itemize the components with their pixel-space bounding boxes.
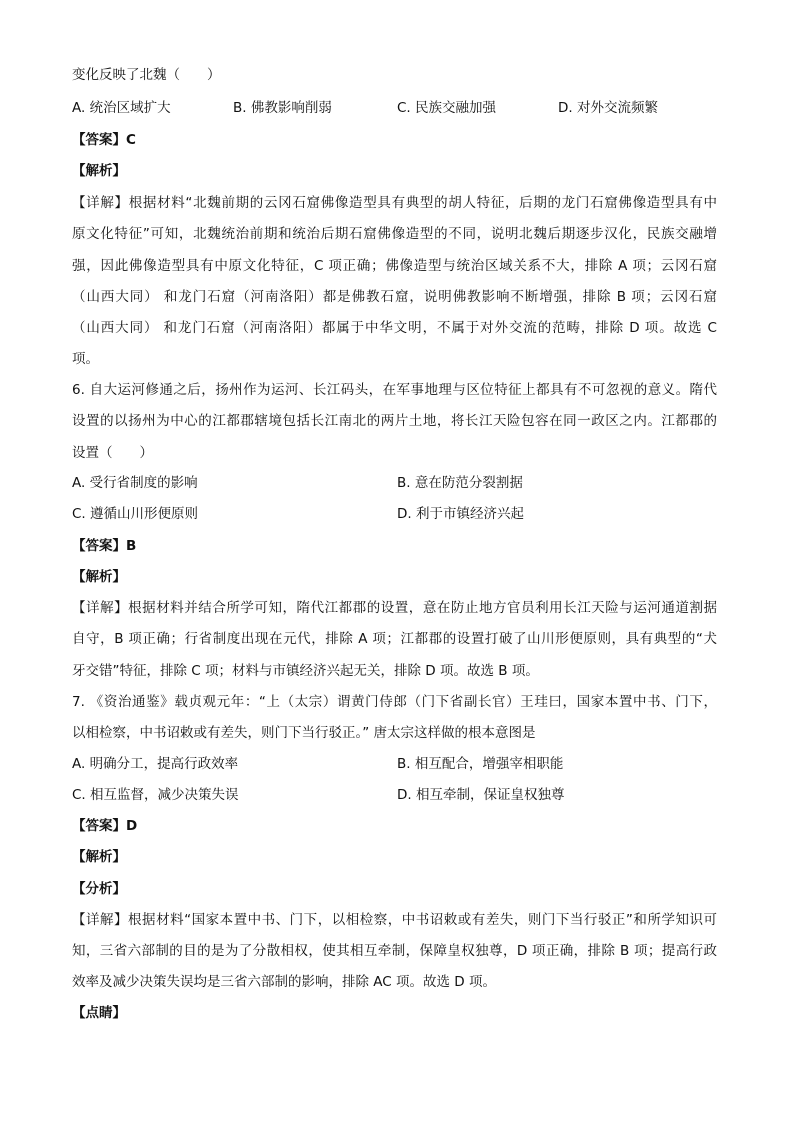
- q5-analysis-label: 【解析】: [72, 163, 126, 179]
- q6-detail-line-1: 【详解】根据材料并结合所学可知，隋代江都郡的设置，意在防止地方官员利用长江天险与运河通道割据: [72, 600, 717, 616]
- q6-option-b: B. 意在防范分裂割据: [397, 475, 523, 491]
- q7-dianjing-label: 【点睛】: [72, 1005, 126, 1021]
- q6-analysis-label: 【解析】: [72, 569, 126, 585]
- q7-stem-line-2: 以相检察，中书诏敕或有差失，则门下当行驳正。” 唐太宗这样做的根本意图是: [72, 725, 536, 741]
- q5-detail-line-6: 项。: [72, 351, 99, 367]
- q5-detail-line-3: 强，因此佛像造型具有中原文化特征，C 项正确；佛像造型与统治区域关系不大，排除 A 项；云冈石窟: [72, 258, 717, 274]
- q5-detail-line-2: 原文化特征”可知，北魏统治前期和统治后期石窟佛像造型的不同，说明北魏后期逐步汉化，民族交融增: [72, 226, 717, 242]
- q6-stem-line-2: 设置的以扬州为中心的江都郡辖境包括长江南北的两片土地，将长江天险包容在同一政区之内。江都郡的: [72, 413, 717, 429]
- q6-stem-line-1: 6. 自大运河修通之后，扬州作为运河、长江码头，在军事地理与区位特征上都具有不可忽视的意义。隋代: [72, 382, 717, 398]
- q7-analysis-label: 【解析】: [72, 849, 126, 865]
- q7-option-c: C. 相互监督，减少决策失误: [72, 787, 239, 803]
- q7-option-a: A. 明确分工，提高行政效率: [72, 756, 239, 772]
- q6-answer: 【答案】B: [72, 538, 137, 554]
- q7-detail-line-1: 【详解】根据材料“国家本置中书、门下，以相检察，中书诏敕或有差失，则门下当行驳正”和所学知识可: [72, 912, 717, 928]
- q7-fenxi-label: 【分析】: [72, 881, 126, 897]
- q5-option-a: A. 统治区域扩大: [72, 100, 171, 116]
- q6-stem-line-3: 设置（ ）: [72, 445, 153, 461]
- q5-answer: 【答案】C: [72, 132, 136, 148]
- q6-detail-line-3: 牙交错”特征，排除 C 项；材料与市镇经济兴起无关，排除 D 项。故选 B 项。: [72, 663, 539, 679]
- q5-option-d: D. 对外交流频繁: [558, 100, 658, 116]
- q7-option-d: D. 相互牵制，保证皇权独尊: [397, 787, 565, 803]
- q5-detail-line-5: （山西大同） 和龙门石窟（河南洛阳）都属于中华文明，不属于对外交流的范畴，排除 D 项。故选 C: [72, 320, 717, 336]
- q7-detail-line-3: 效率及减少决策失误均是三省六部制的影响，排除 AC 项。故选 D 项。: [72, 974, 496, 990]
- q7-option-b: B. 相互配合，增强宰相职能: [397, 756, 564, 772]
- q5-option-c: C. 民族交融加强: [397, 100, 497, 116]
- q5-detail-line-1: 【详解】根据材料“北魏前期的云冈石窟佛像造型具有典型的胡人特征，后期的龙门石窟佛像造型具有中: [72, 195, 717, 211]
- q7-stem-line-1: 7. 《资治通鉴》载贞观元年：“上（太宗）谓黄门侍郎（门下省副长官）王珪曰，国家本置中书、门下，: [72, 694, 717, 710]
- q5-stem-tail: 变化反映了北魏（ ）: [72, 67, 221, 83]
- q5-detail-line-4: （山西大同） 和龙门石窟（河南洛阳）都是佛教石窟，说明佛教影响不断增强，排除 B 项；云冈石窟: [72, 289, 717, 305]
- q6-option-c: C. 遵循山川形便原则: [72, 506, 199, 522]
- q6-option-a: A. 受行省制度的影响: [72, 475, 198, 491]
- q6-option-d: D. 利于市镇经济兴起: [397, 506, 524, 522]
- q7-detail-line-2: 知，三省六部制的目的是为了分散相权，使其相互牵制，保障皇权独尊，D 项正确，排除 B 项；提高行政: [72, 943, 717, 959]
- q7-answer: 【答案】D: [72, 818, 138, 834]
- q6-detail-line-2: 自守，B 项正确；行省制度出现在元代，排除 A 项；江都郡的设置打破了山川形便原则，具有典型的“犬: [72, 631, 717, 647]
- q5-option-b: B. 佛教影响削弱: [233, 100, 332, 116]
